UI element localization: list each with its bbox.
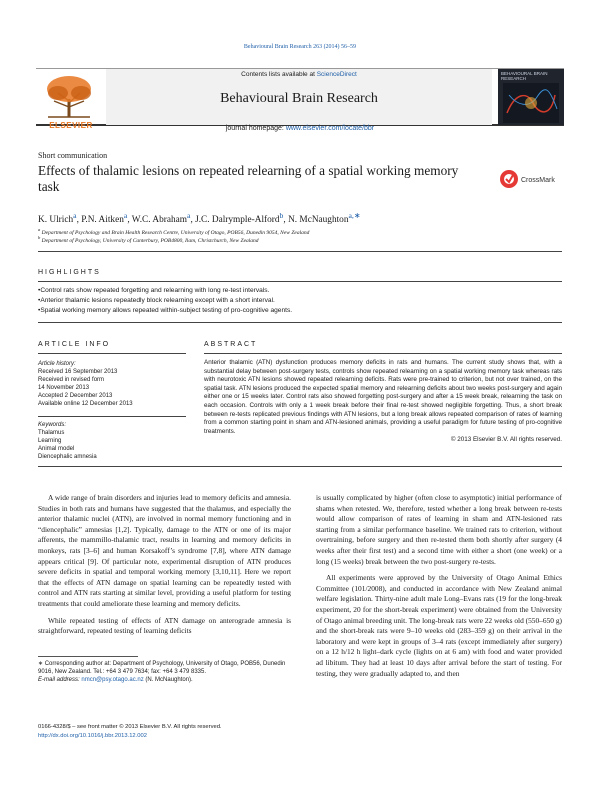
history-line: Available online 12 December 2013 (38, 401, 133, 407)
journal-banner (36, 68, 564, 132)
body-paragraph: While repeated testing of effects of ATN damage on anterograde amnesia is straightforward, repeated testing of learning deficits (38, 615, 291, 636)
history-line: Received in revised form (38, 377, 105, 383)
author-list: K. Ulrich$^a$, P.N. Aitken$^a$, W.C. Abraham$^a$, J.C. Dalrymple-Alford$^b$, N. McNaughton$^{a,∗}$ (38, 211, 361, 226)
crossmark-badge[interactable] (497, 163, 567, 199)
abstract-copyright: © 2013 Elsevier B.V. All rights reserved. (450, 436, 562, 444)
highlights-heading: HIGHLIGHTS (38, 269, 101, 276)
sciencedirect-link[interactable]: ScienceDirect (316, 71, 357, 78)
email-link[interactable]: nmcn@psy.otago.ac.nz (81, 677, 144, 683)
author-name: J.C. Dalrymple-Alford (195, 215, 280, 226)
body-paragraph: All experiments were approved by the University of Otago Animal Ethics Committee (101/2008), and conducted in accordance with New Zealand animal welfare legislation. Thirty-nine adult male Long–Evans rats (19 for the long-break experiment, 20 for the short-break experiment) were obtained from the University of Otago animal breeding unit. The long-break rats were 22 weeks old (550–650 g) and the short-break rats were 9–10 weeks old (283–359 g) on their arrival in the laboratory and were kept in groups of 3–4 rats (except immediately after surgery) on a 12 h/12 h light–dark cycle (lights on at 6 am) with food and water provided ad libitum. They had at least 10 days after arrival before the start of testing. For testing, they were gradually adapted to, and then (316, 573, 562, 678)
footnote-rule (38, 656, 138, 657)
doi-link[interactable]: http://dx.doi.org/10.1016/j.bbr.2013.12.002 (38, 732, 147, 739)
email-line (38, 676, 293, 684)
journal-homepage-line (36, 125, 564, 132)
elsevier-tree-logo (38, 71, 100, 123)
keywords-label: Keywords: (38, 422, 67, 428)
corresponding-footnote (38, 660, 293, 684)
article-info-heading: ARTICLE INFO (38, 341, 111, 348)
divider (38, 416, 186, 417)
body-column-right (316, 493, 562, 685)
article-history (38, 360, 186, 408)
running-head[interactable]: Behavioural Brain Research 263 (2014) 56–59 (243, 44, 357, 50)
banner-center (106, 69, 492, 125)
bottom-info (38, 723, 293, 740)
abstract (204, 359, 562, 445)
affiliation-b-text: Department of Psychology, University of Canterbury, POB4800, Ilam, Christchurch, New Zealand (41, 237, 259, 244)
divider (38, 322, 562, 323)
author-sup[interactable]: b (279, 211, 284, 220)
abstract-text: Anterior thalamic (ATN) dysfunction produces memory deficits in rats and humans. The current study shows that, with a substantial delay between post-surgery tests, controls show repeated relearning on a spatial working memory task whereas rats with neurotoxic ATN lesions showed repeated relearning deficits. Rats were pre-trained to criterion, but not over trained, on the spatial task. ATN lesions produced the expected spatial memory and relearning deficits about two weeks post-surgery and again either one or 15 weeks later. Control rats also showed forgetting post-surgery and after a 15 week break, relearning the task on each occasion. Controls with only a 1 week break before their final re-test showed negligible forgetting. Thus, a short break between re-tests replicated previous findings with ATN lesions, but a long break allows repeated comparison of rates of learning from a common starting point in sham and ATN-lesioned animals, providing a useful paradigm for future testing of pro-cognitive treatments. (204, 359, 562, 435)
journal-cover (498, 69, 564, 125)
cover-image (503, 83, 559, 123)
email-suffix: (N. McNaughton). (145, 677, 193, 683)
history-line: Received 16 September 2013 (38, 369, 118, 375)
article-title: Effects of thalamic lesions on repeated relearning of a spatial working memory task (38, 163, 459, 194)
divider (38, 281, 562, 282)
history-line: Accepted 2 December 2013 (38, 393, 113, 399)
email-label: E-mail address: (38, 677, 80, 683)
keyword: Diencephalic amnesia (38, 454, 97, 460)
publisher-name: ELSEVIER (49, 121, 93, 130)
contents-prefix: Contents lists available at (241, 71, 315, 78)
author-sup[interactable]: a (123, 211, 128, 220)
author-sup[interactable]: a (186, 211, 191, 220)
affiliation-b: $^b$ Department of Psychology, University of Canterbury, POB4800, Ilam, Christchurch, New Zealand (38, 235, 259, 244)
highlight-item: • Anterior thalamic lesions repeatedly block relearning except with a short interval. (38, 296, 562, 306)
author-sup[interactable]: a (73, 211, 77, 220)
keywords (38, 421, 186, 461)
divider (38, 466, 562, 467)
author-sup[interactable]: a,∗ (348, 211, 361, 220)
divider (38, 251, 562, 252)
body-paragraph: is usually complicated by higher (often close to asymptotic) initial performance of shams when retested. We, therefore, tested whether a long break between re-tests would allow comparison of rates of learning in sham and ATN-lesioned rats starting from a similar performance baseline. We trained rats to criterion, without overtraining, before surgery and then re-tested them both shortly after surgery (4 weeks after their first test) and a second time with either a short (one week) or a long (15 weeks) break between the two post-surgery re-tests. (316, 493, 562, 566)
author-name: W.C. Abraham (131, 215, 187, 226)
author-name: P.N. Aitken (81, 215, 124, 226)
keyword: Thalamus (38, 430, 65, 436)
affiliation-a: $^a$ Department of Psychology and Brain Health Research Centre, University of Otago, POB56, Dunedin 9054, New Zealand (38, 227, 310, 236)
footnote-text: ∗ Corresponding author at: Department of Psychology, University of Otago, POB56, Dunedin 9016, New Zealand. Tel.: +64 3 479 7634; fax: +64 3 479 8335. (38, 661, 286, 675)
history-line: 14 November 2013 (38, 385, 90, 391)
journal-title: Behavioural Brain Research (220, 91, 378, 106)
homepage-prefix: journal homepage: (225, 125, 284, 132)
issn-line: 0166-4328/$ – see front matter © 2013 Elsevier B.V. All rights reserved. (38, 724, 222, 730)
affiliation-a-text: Department of Psychology and Brain Health Research Centre, University of Otago, POB56, Dunedin 9054, New Zealand (41, 229, 310, 236)
highlights-list (38, 286, 562, 316)
divider (204, 353, 562, 354)
keyword: Learning (38, 438, 62, 444)
divider (38, 353, 186, 354)
author-name: N. McNaughton (288, 215, 349, 226)
abstract-heading: ABSTRACT (204, 341, 258, 348)
crossmark-label: CrossMark (521, 177, 555, 184)
contents-line (106, 71, 492, 78)
cover-title: BEHAVIOURAL BRAIN RESEARCH (501, 71, 548, 81)
body-paragraph: A wide range of brain disorders and injuries lead to memory deficits and amnesia. Studies in both rats and humans have suggested that the thalamus, and especially the anterior thalamic nuclei (ATN), are involved in normal memory functioning and in “diencephalic” amnesias [1,2]. Typically, damage to the ATN or one of its major afferents, the mammillo-thalamic tract, results in learning and memory deficits in monkeys, rats [3–6] and human Korsakoff’s syndrome [7,8], where ATN damage appears critical [9]. Of particular note, experimental disruption of ATN produces severe deficits in spatial and temporal working memory [3,10,11]. Here we report that the effects of ATN damage on spatial learning can be repeatedly tested with control and ATN rats starting at similar level, providing a useful platform for testing treatments that could ameliorate these learning and memory deficits. (38, 493, 291, 608)
highlight-item: • Control rats show repeated forgetting and relearning with long re-test intervals. (38, 286, 562, 296)
author-name: K. Ulrich (38, 215, 74, 226)
homepage-link[interactable]: www.elsevier.com/locate/bbr (285, 125, 375, 132)
keyword: Animal model (38, 446, 75, 452)
body-column-left (38, 493, 291, 643)
highlight-item: • Spatial working memory allows repeated within-subject testing of pro-cognitive agents. (38, 306, 562, 316)
article-type: Short communication (38, 151, 108, 160)
history-label: Article history: (38, 361, 76, 367)
